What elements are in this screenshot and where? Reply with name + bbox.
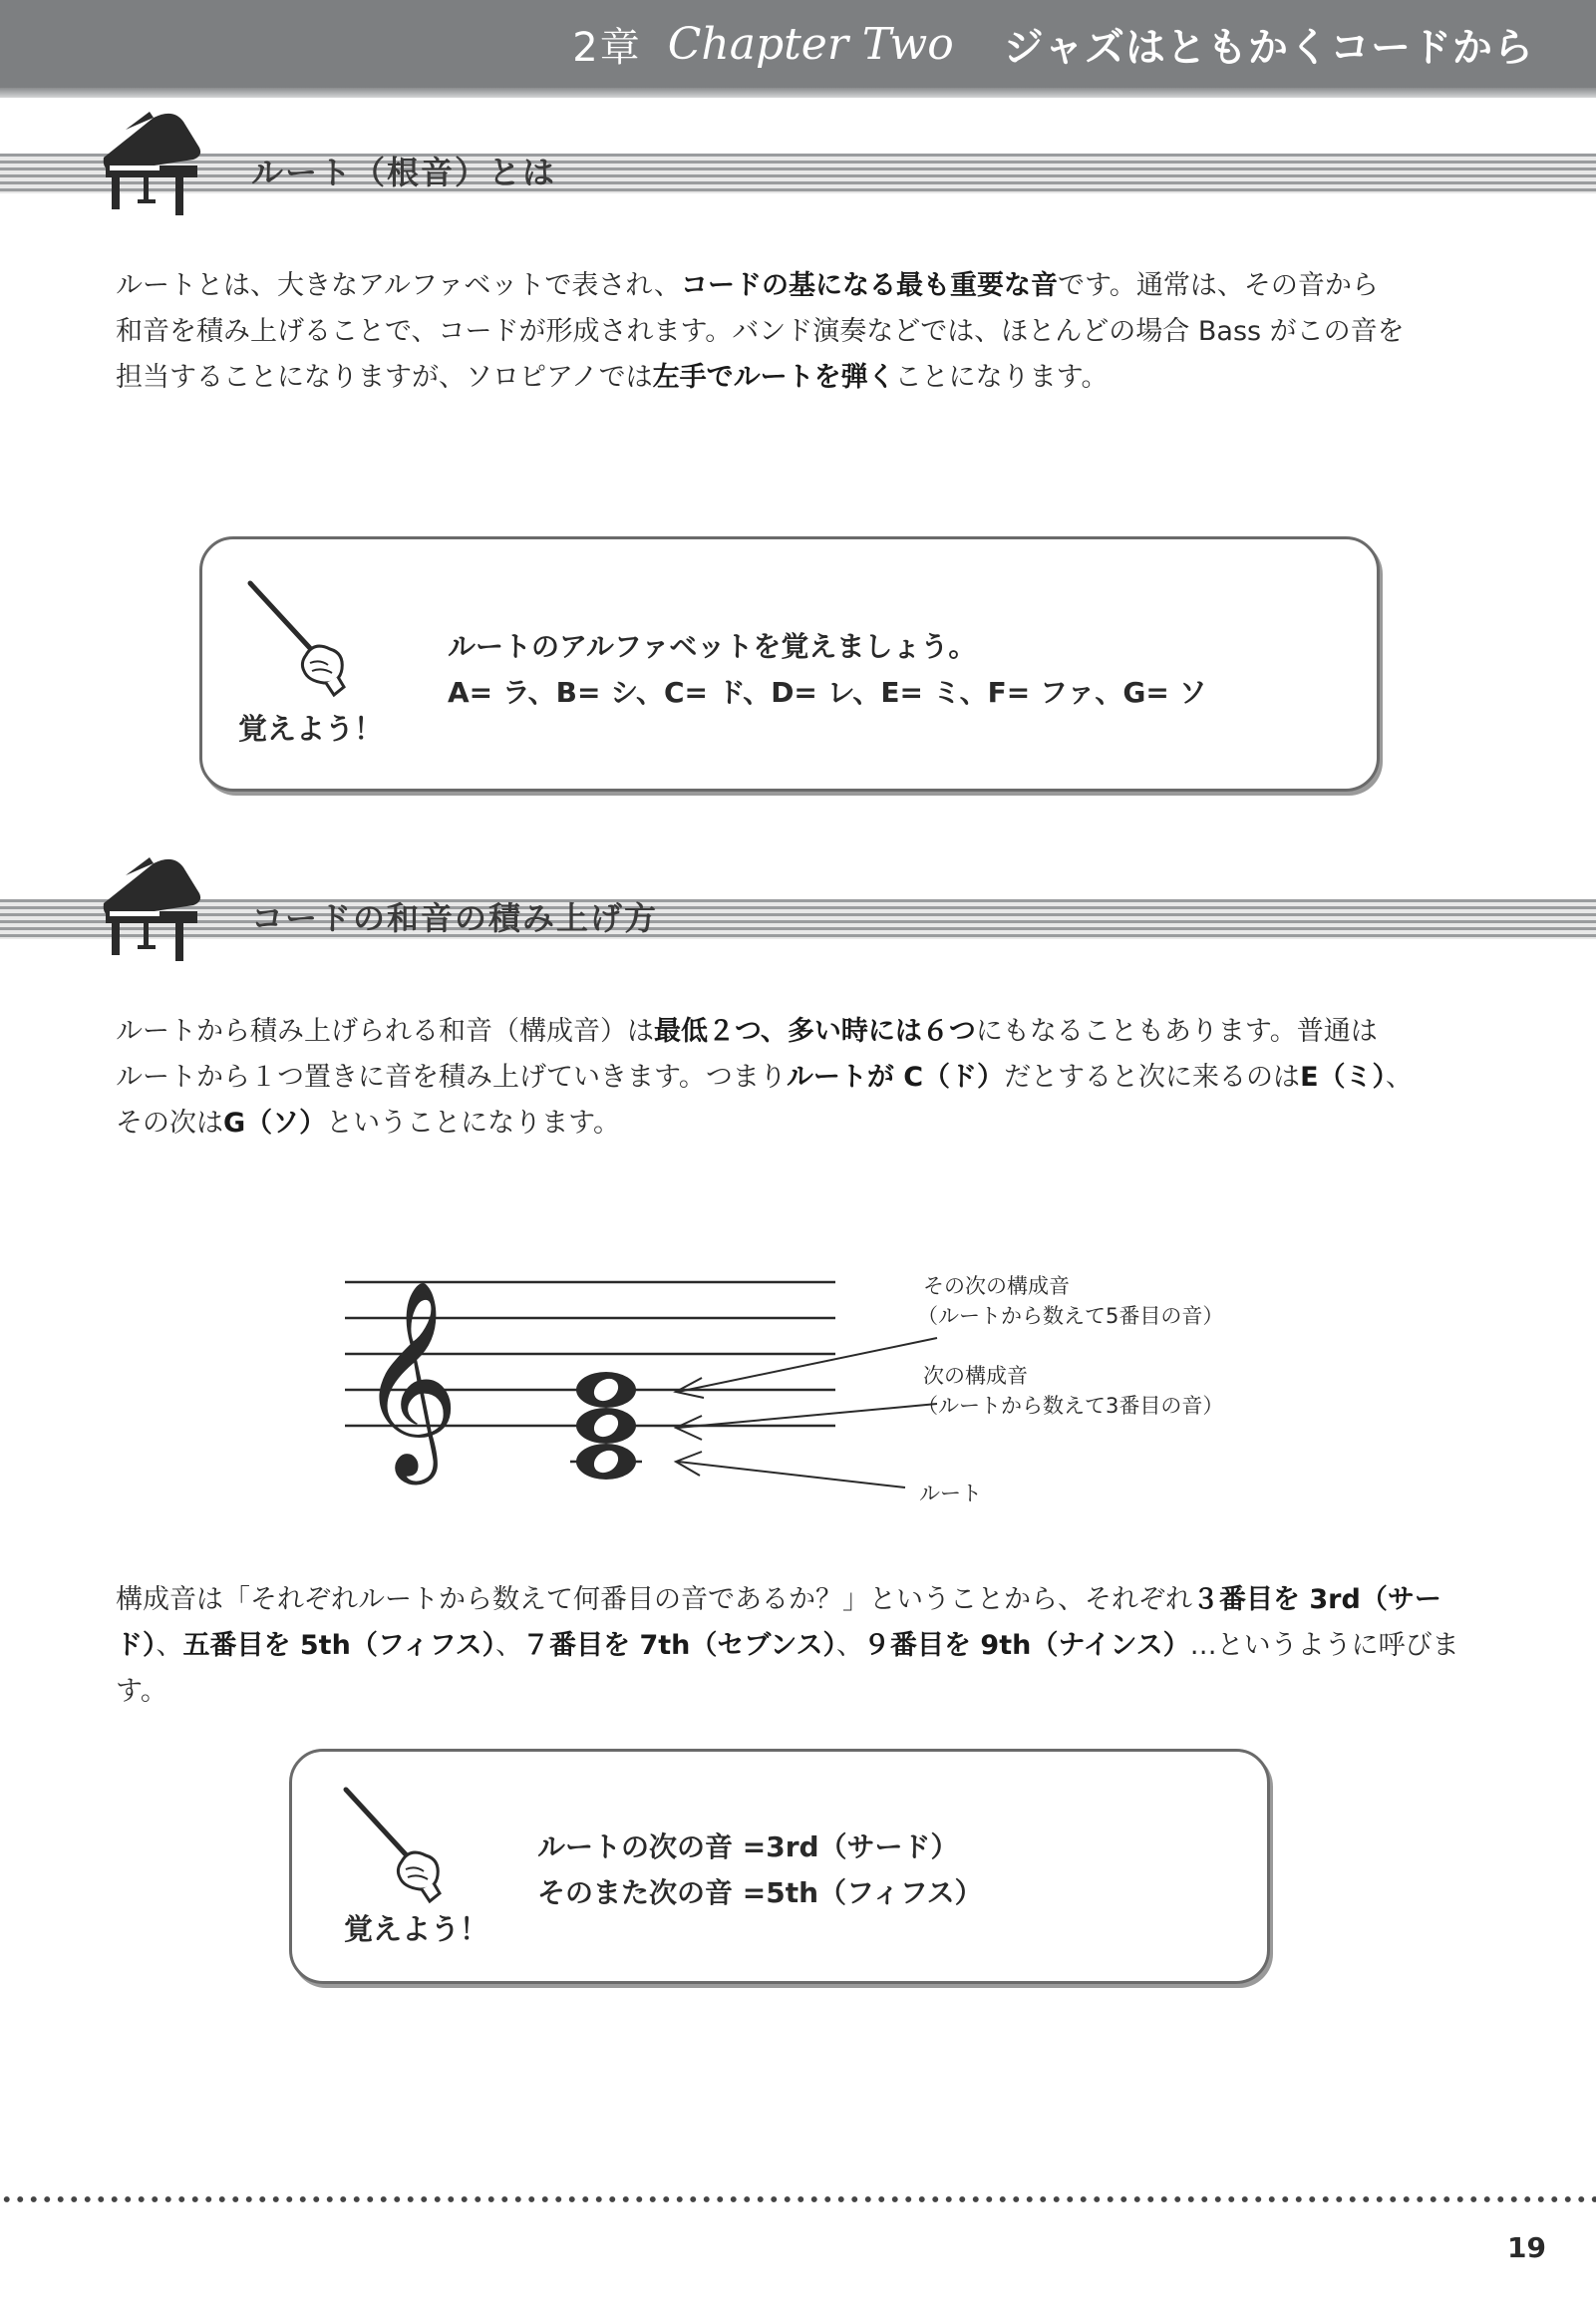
grand-piano-icon <box>96 108 207 217</box>
memo-box-intervals <box>289 1749 1270 1984</box>
section-title: コードの和音の積み上げ方 <box>251 899 659 937</box>
page-number: 19 <box>1507 2231 1546 2264</box>
chapter-heading <box>572 14 1534 74</box>
interval-naming-paragraph: 構成音は「それぞれルートから数えて何番目の音であるか？」ということから、それぞれ３番目を 3rd（サー ド）、五番目を 5th（フィフス）、７番目を 7th（セブンス）、９番目を 9th（ナインス）…というように呼びます。 <box>116 1584 1459 1707</box>
memo-box-root-alphabet <box>199 536 1380 792</box>
chapter-number: 2章 <box>572 24 642 71</box>
conductor-baton-icon <box>244 579 354 699</box>
section-heading-stacking <box>0 853 1596 963</box>
memo-line-1: ルートのアルファベットを覚えましょう。 <box>448 630 977 663</box>
annotation-third-title: 次の構成音 <box>923 1364 1028 1388</box>
heading-stripes <box>0 154 1596 193</box>
annotation-root: ルート <box>919 1482 982 1505</box>
memo-line-2: そのまた次の音 =5th（フィフス） <box>537 1876 983 1909</box>
treble-clef-icon: 𝄞 <box>359 1279 460 1477</box>
chapter-japanese-title: ジャズはともかくコードから <box>1003 24 1534 71</box>
annotation-arrows <box>676 1338 937 1488</box>
conductor-baton-icon <box>340 1786 450 1905</box>
root-explanation-paragraph: ルートとは、大きなアルファベットで表され、コードの基になる最も重要な音です。通常は、その音から 和音を積み上げることで、コードが形成されます。バンド演奏などでは、ほとんどの場合 Bass がこの音を 担当することになりますが、ソロピアノでは左手でルートを弾くことになります。 <box>116 270 1405 393</box>
header-rule <box>0 88 1596 98</box>
memo-label: 覚えよう！ <box>344 1912 489 1946</box>
memo-label: 覚えよう！ <box>238 712 384 746</box>
staff-svg <box>339 1226 1236 1505</box>
footer-dotted-rule <box>0 2193 1596 2205</box>
annotation-fifth-sub: （ルートから数えて5番目の音） <box>917 1304 1224 1328</box>
chapter-english-title: Chapter Two <box>667 18 954 70</box>
memo-line-2: A= ラ、B= シ、C= ド、D= レ、E= ミ、F= ファ、G= ソ <box>448 676 1207 709</box>
grand-piano-icon <box>96 853 207 963</box>
staff-diagram <box>339 1226 1236 1505</box>
annotation-fifth-title: その次の構成音 <box>923 1274 1070 1298</box>
section-title: ルート（根音）とは <box>251 154 557 191</box>
chapter-header <box>0 0 1596 88</box>
stacking-explanation-paragraph: ルートから積み上げられる和音（構成音）は最低２つ、多い時には６つにもなることもあります。普通は ルートから１つ置きに音を積み上げていきます。つまりルートが C（ド）だとすると次に来るのはE（ミ）、 その次はG（ソ）ということになります。 <box>116 1016 1414 1139</box>
heading-stripes <box>0 899 1596 939</box>
section-heading-root <box>0 108 1596 217</box>
memo-line-1: ルートの次の音 =3rd（サード） <box>537 1830 959 1863</box>
annotation-third-sub: （ルートから数えて3番目の音） <box>917 1394 1224 1418</box>
